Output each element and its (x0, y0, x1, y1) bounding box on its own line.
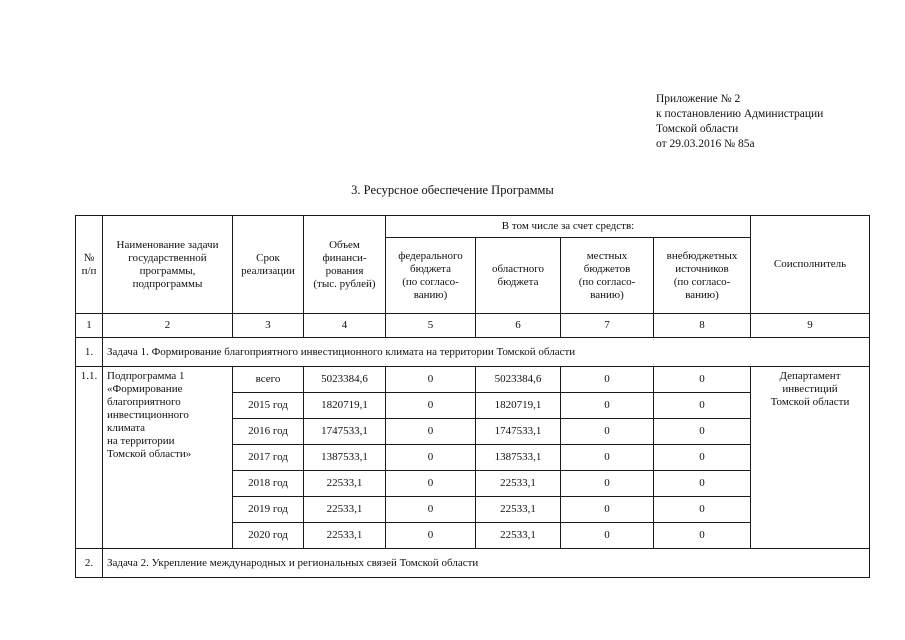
coexecutor-cell: Департамент инвестиций Томской области (751, 367, 870, 549)
subprogram-number: 1.1. (76, 367, 103, 549)
term-cell: 2017 год (233, 445, 304, 471)
header-volume: Объем финанси- рования (тыс. рублей) (304, 216, 386, 314)
column-number: 9 (751, 314, 870, 338)
federal-cell: 0 (386, 523, 476, 549)
federal-cell: 0 (386, 419, 476, 445)
column-number: 7 (561, 314, 654, 338)
volume-cell: 5023384,6 (304, 367, 386, 393)
regional-cell: 1387533,1 (476, 445, 561, 471)
column-number: 6 (476, 314, 561, 338)
task-number: 1. (76, 338, 103, 367)
volume-cell: 1747533,1 (304, 419, 386, 445)
task-row (76, 549, 870, 578)
volume-cell: 22533,1 (304, 523, 386, 549)
column-number: 1 (76, 314, 103, 338)
regional-cell: 22533,1 (476, 471, 561, 497)
volume-cell: 22533,1 (304, 471, 386, 497)
regional-cell: 1747533,1 (476, 419, 561, 445)
appendix-block (656, 92, 823, 152)
extra-cell: 0 (654, 419, 751, 445)
federal-cell: 0 (386, 445, 476, 471)
header-extra: внебюджетных источников (по согласо- ванию) (654, 238, 751, 314)
extra-cell: 0 (654, 393, 751, 419)
column-number: 3 (233, 314, 304, 338)
extra-cell: 0 (654, 445, 751, 471)
regional-cell: 22533,1 (476, 497, 561, 523)
federal-cell: 0 (386, 497, 476, 523)
local-cell: 0 (561, 367, 654, 393)
regional-cell: 5023384,6 (476, 367, 561, 393)
volume-cell: 22533,1 (304, 497, 386, 523)
federal-cell: 0 (386, 393, 476, 419)
appendix-line: Томской области (656, 123, 739, 135)
header-regional: областного бюджета (476, 238, 561, 314)
appendix-line: от 29.03.2016 № 85а (656, 138, 755, 150)
subprogram-name: Подпрограмма 1 «Формирование благоприятного инвестиционного климата на территории Томской области» (103, 367, 233, 549)
column-number-row (76, 314, 870, 338)
task-row (76, 338, 870, 367)
header-federal: федерального бюджета (по согласо- ванию) (386, 238, 476, 314)
volume-cell: 1387533,1 (304, 445, 386, 471)
header-num: № п/п (76, 216, 103, 314)
column-number: 8 (654, 314, 751, 338)
regional-cell: 1820719,1 (476, 393, 561, 419)
extra-cell: 0 (654, 471, 751, 497)
task-number: 2. (76, 549, 103, 578)
table-row (76, 367, 870, 393)
header-local: местных бюджетов (по согласо- ванию) (561, 238, 654, 314)
column-number: 4 (304, 314, 386, 338)
header-funding-group: В том числе за счет средств: (386, 216, 751, 238)
extra-cell: 0 (654, 523, 751, 549)
extra-cell: 0 (654, 367, 751, 393)
header-term: Срок реализации (233, 216, 304, 314)
term-cell: 2016 год (233, 419, 304, 445)
resource-table (75, 215, 870, 578)
federal-cell: 0 (386, 471, 476, 497)
task-title: Задача 1. Формирование благоприятного инвестиционного климата на территории Томской области (103, 338, 870, 367)
term-cell: 2020 год (233, 523, 304, 549)
task-title: Задача 2. Укрепление международных и региональных связей Томской области (103, 549, 870, 578)
page-title: 3. Ресурсное обеспечение Программы (351, 183, 554, 197)
federal-cell: 0 (386, 367, 476, 393)
local-cell: 0 (561, 419, 654, 445)
column-number: 5 (386, 314, 476, 338)
volume-cell: 1820719,1 (304, 393, 386, 419)
term-cell: 2018 год (233, 471, 304, 497)
column-number: 2 (103, 314, 233, 338)
appendix-line: к постановлению Администрации (656, 108, 824, 120)
extra-cell: 0 (654, 497, 751, 523)
regional-cell: 22533,1 (476, 523, 561, 549)
local-cell: 0 (561, 393, 654, 419)
local-cell: 0 (561, 445, 654, 471)
appendix-line: Приложение № 2 (656, 93, 741, 105)
term-cell: всего (233, 367, 304, 393)
term-cell: 2019 год (233, 497, 304, 523)
header-coexecutor: Соисполнитель (751, 216, 870, 314)
term-cell: 2015 год (233, 393, 304, 419)
local-cell: 0 (561, 471, 654, 497)
local-cell: 0 (561, 497, 654, 523)
header-name: Наименование задачи государственной программы, подпрограммы (103, 216, 233, 314)
local-cell: 0 (561, 523, 654, 549)
